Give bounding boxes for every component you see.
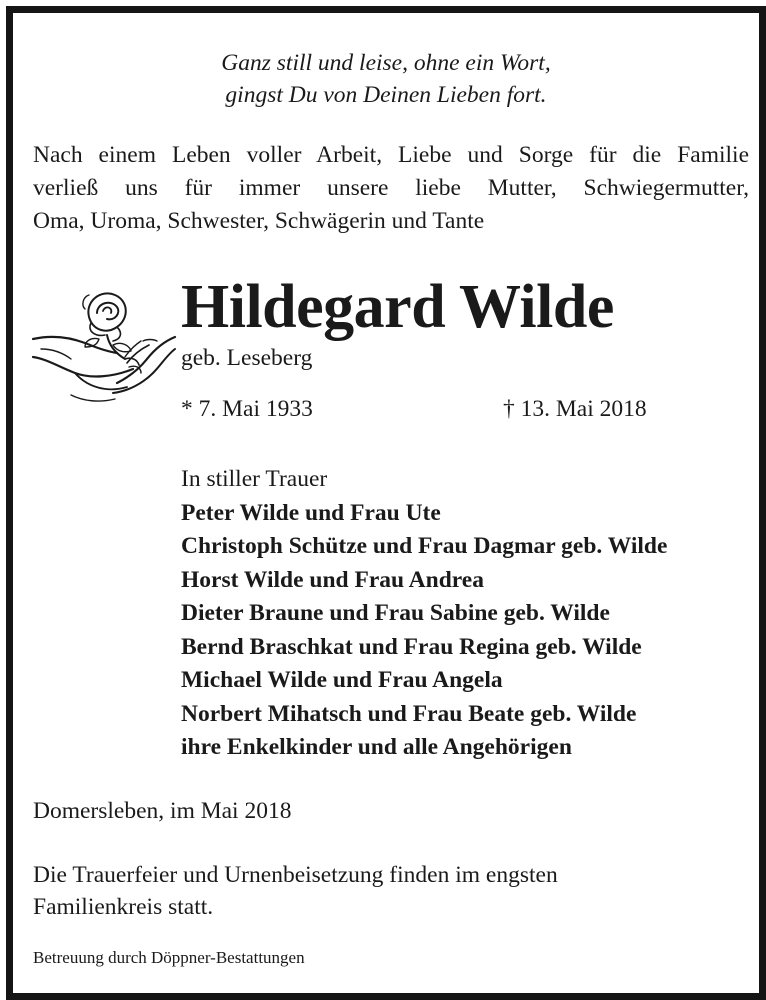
ceremony-line-2: Familienkreis statt.: [33, 894, 214, 920]
birth-date: * 7. Mai 1933: [181, 396, 313, 422]
obituary-notice: [6, 6, 766, 1000]
intro-line-3: Oma, Uroma, Schwester, Schwägerin und Tante: [33, 208, 485, 234]
death-date: † 13. Mai 2018: [503, 396, 647, 422]
mourners-list: [181, 463, 751, 765]
mourner-name: Norbert Mihatsch und Frau Beate geb. Wilde: [181, 700, 637, 727]
mourner-name: Peter Wilde und Frau Ute: [181, 499, 441, 526]
verse-line-2: gingst Du von Deinen Lieben fort.: [225, 82, 547, 108]
deceased-name: Hildegard Wilde: [181, 273, 614, 341]
mourner-name: Horst Wilde und Frau Andrea: [181, 566, 484, 593]
mourners-lead: In stiller Trauer: [181, 466, 328, 492]
ceremony-note: [33, 859, 733, 923]
place-and-date: Domersleben, im Mai 2018: [33, 798, 292, 824]
mourner-name: Christoph Schütze und Frau Dagmar geb. Wilde: [181, 533, 668, 559]
mourner-name: Michael Wilde und Frau Angela: [181, 667, 503, 693]
mourner-name: Bernd Braschkat und Frau Regina geb. Wilde: [181, 633, 642, 660]
ceremony-line-1: Die Trauerfeier und Urnenbeisetzung finden im engsten: [33, 862, 558, 888]
mourner-name: ihre Enkelkinder und alle Angehörigen: [181, 734, 572, 760]
undertaker-credit: Betreuung durch Döppner-Bestattungen: [33, 948, 305, 967]
intro-line-1: Nach einem Leben voller Arbeit, Liebe und Sorge für die Familie: [33, 142, 749, 168]
maiden-name: geb. Leseberg: [181, 345, 313, 371]
verse: [13, 47, 759, 111]
mourner-name: Dieter Braune und Frau Sabine geb. Wilde: [181, 600, 610, 626]
intro-line-2: verließ uns für immer unsere liebe Mutter, Schwiegermutter,: [33, 175, 749, 201]
rose-in-hands-icon: [29, 279, 179, 411]
verse-line-1: Ganz still und leise, ohne ein Wort,: [221, 50, 551, 76]
intro-text: [33, 139, 749, 238]
